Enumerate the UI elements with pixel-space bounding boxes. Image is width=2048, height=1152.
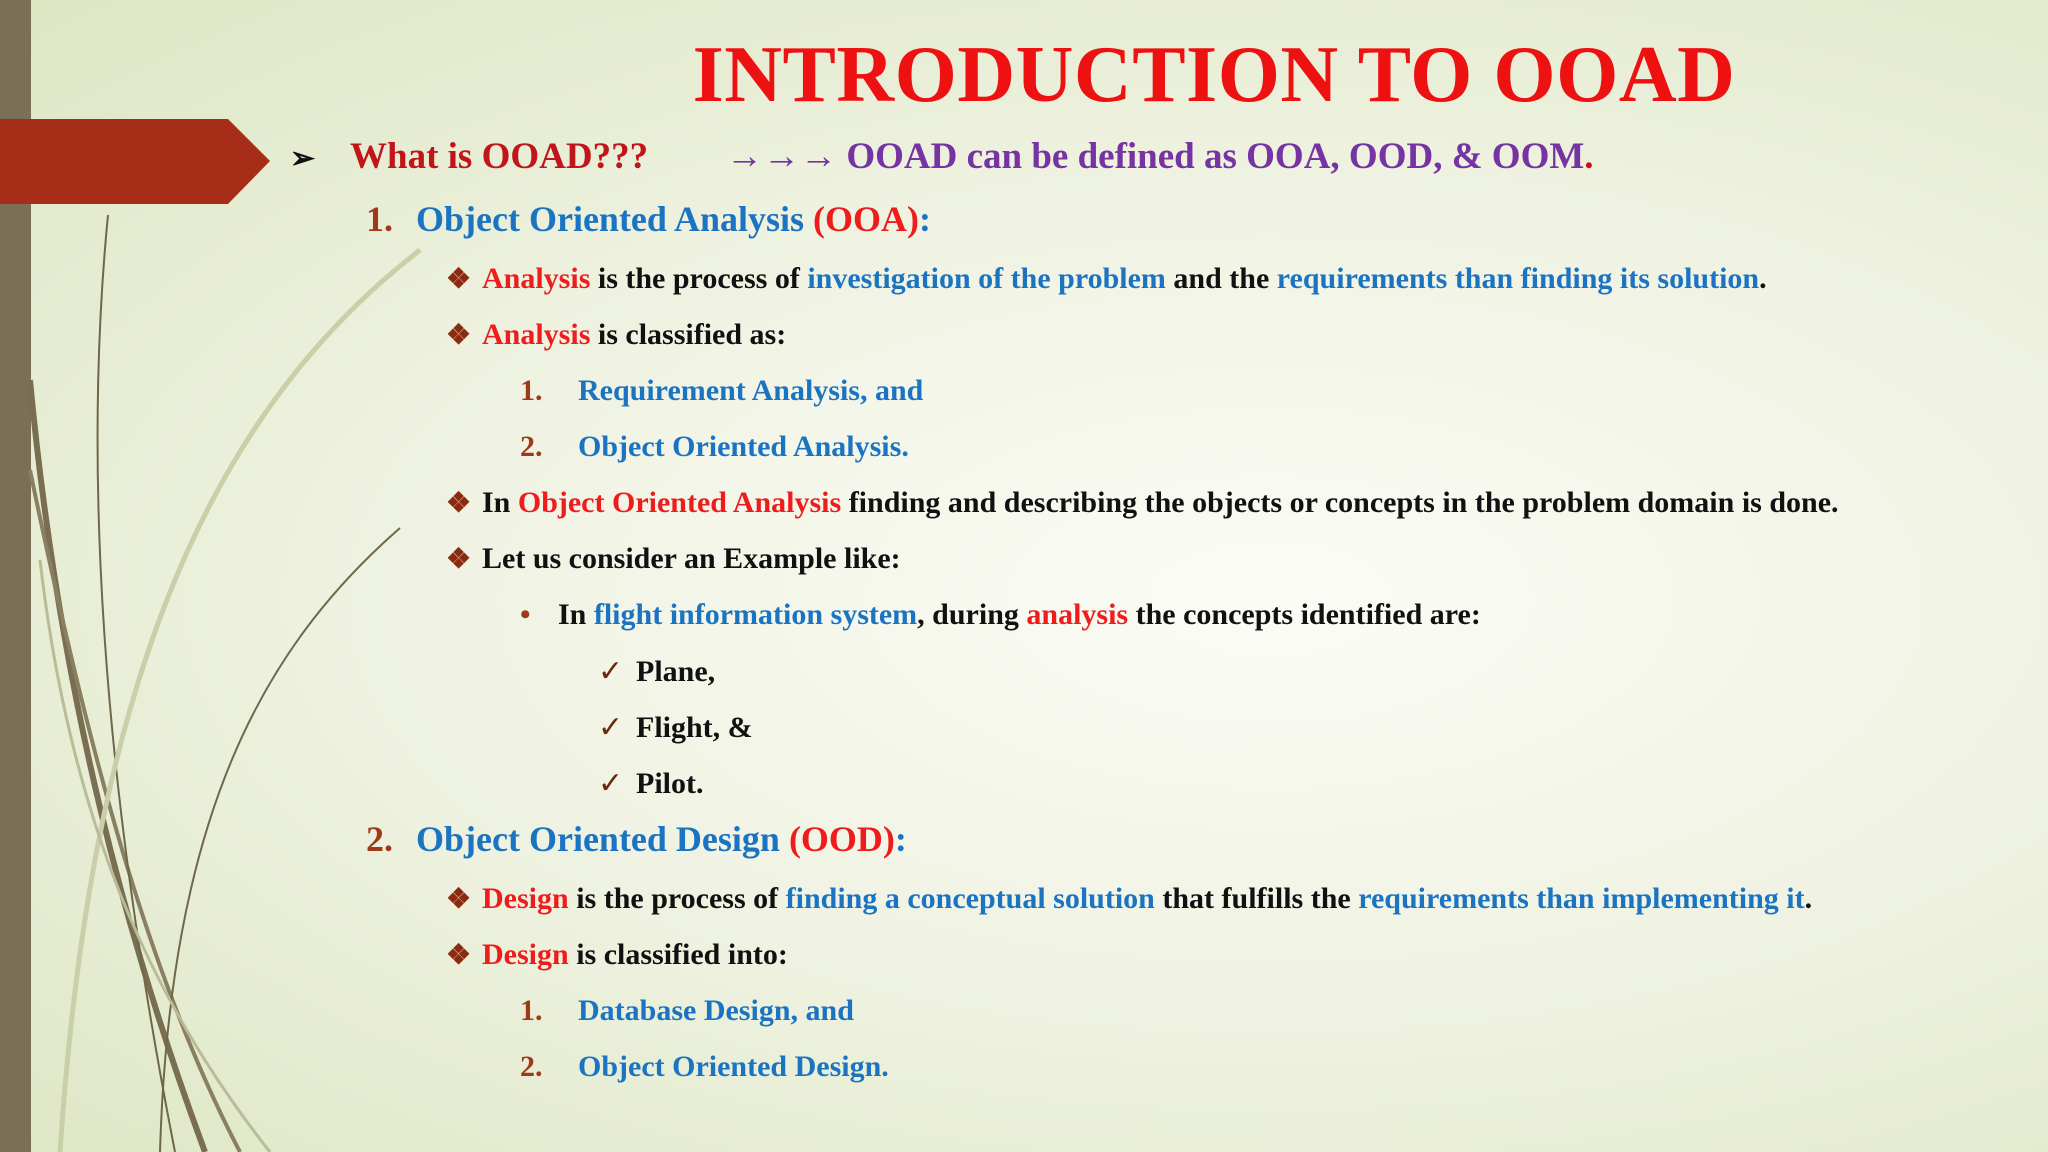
section-1-heading	[366, 198, 931, 240]
s1-para-1	[446, 262, 1767, 296]
s2p2-b: is classified into:	[568, 938, 788, 971]
check-item-1	[598, 654, 715, 689]
intro-period: .	[1584, 136, 1594, 177]
section-1-abbr: (OOA)	[812, 199, 919, 239]
intro-question: What is OOAD???	[350, 136, 649, 177]
s2-list-text-2: Object Oriented Design.	[578, 1050, 889, 1083]
s2-para-2	[446, 938, 788, 972]
s2p1-f: .	[1804, 882, 1813, 915]
section-1-colon: :	[918, 199, 931, 239]
s2p1-d: that fulfills the	[1154, 882, 1359, 915]
section-1-number: 1.	[366, 199, 393, 239]
ex-b: flight information system	[593, 598, 918, 631]
check-text-1: Plane,	[636, 655, 716, 688]
section-2-colon: :	[894, 819, 907, 859]
s1p1-b: is the process of	[590, 262, 808, 295]
s1-list-num-2: 2.	[520, 430, 543, 463]
s2p2-a: Design	[482, 938, 569, 971]
s1p2-a: Analysis	[482, 318, 591, 351]
section-2-heading	[366, 818, 907, 860]
section-2-number: 2.	[366, 819, 393, 859]
checkmark-icon: ✓	[598, 767, 624, 800]
diamond-bullet-icon: ❖	[446, 544, 472, 575]
section-2-abbr: (OOD)	[788, 819, 895, 859]
checkmark-icon: ✓	[598, 655, 624, 688]
s1p3-b: Object Oriented Analysis	[517, 486, 842, 519]
checkmark-icon: ✓	[598, 711, 624, 744]
s2p1-e: requirements than implementing it	[1358, 882, 1805, 915]
s2p1-b: is the process of	[568, 882, 786, 915]
check-text-3: Pilot.	[636, 767, 704, 800]
ex-a: In	[558, 598, 594, 631]
s2-list-item-2	[520, 1050, 889, 1084]
s1-list-text-2: Object Oriented Analysis.	[578, 430, 909, 463]
ex-d: analysis	[1026, 598, 1129, 631]
s1p4-text: Let us consider an Example like:	[482, 542, 901, 575]
s1p3-c: finding and describing the objects or concepts in the problem domain is done.	[841, 486, 1839, 519]
s1p1-c: investigation of the problem	[807, 262, 1166, 295]
s1-para-4	[446, 542, 901, 576]
s1-list-item-1	[520, 374, 923, 408]
s1-para-2	[446, 318, 786, 352]
s2p1-a: Design	[482, 882, 569, 915]
check-text-2: Flight, &	[636, 711, 753, 744]
s2-para-1	[446, 882, 1812, 916]
ex-e: the concepts identified are:	[1128, 598, 1481, 631]
intro-definition: OOAD can be defined as OOA, OOD, & OOM	[846, 136, 1585, 177]
s1p1-d: and the	[1165, 262, 1277, 295]
check-item-2	[598, 710, 753, 745]
ex-c: , during	[917, 598, 1027, 631]
example-line	[520, 598, 1481, 632]
s2-list-num-1: 1.	[520, 994, 543, 1027]
s1-list-num-1: 1.	[520, 374, 543, 407]
triple-arrow-icon: →→→	[726, 136, 838, 177]
diamond-bullet-icon: ❖	[446, 940, 472, 971]
s1-para-3	[446, 486, 1839, 520]
check-item-3	[598, 766, 704, 801]
diamond-bullet-icon: ❖	[446, 488, 472, 519]
title-banner-arrow	[0, 119, 270, 204]
intro-line	[290, 135, 1594, 178]
s1-list-text-1: Requirement Analysis, and	[578, 374, 924, 407]
s1p2-b: is classified as:	[590, 318, 787, 351]
diamond-bullet-icon: ❖	[446, 264, 472, 295]
s2-list-text-1: Database Design, and	[578, 994, 854, 1027]
s2p1-c: finding a conceptual solution	[785, 882, 1155, 915]
s2-list-num-2: 2.	[520, 1050, 543, 1083]
s2-list-item-1	[520, 994, 854, 1028]
s1p1-e: requirements than finding its solution	[1276, 262, 1760, 295]
page-title: INTRODUCTION TO OOAD	[692, 31, 1736, 119]
s1p1-a: Analysis	[482, 262, 591, 295]
diamond-bullet-icon: ❖	[446, 884, 472, 915]
section-2-title: Object Oriented Design	[416, 819, 780, 859]
round-bullet-icon: •	[520, 598, 531, 631]
s1p3-a: In	[482, 486, 518, 519]
section-1-title: Object Oriented Analysis	[416, 199, 804, 239]
s1-list-item-2	[520, 430, 909, 464]
arrow-bullet-icon: ➢	[290, 142, 316, 175]
diamond-bullet-icon: ❖	[446, 320, 472, 351]
s1p1-f: .	[1759, 262, 1767, 295]
